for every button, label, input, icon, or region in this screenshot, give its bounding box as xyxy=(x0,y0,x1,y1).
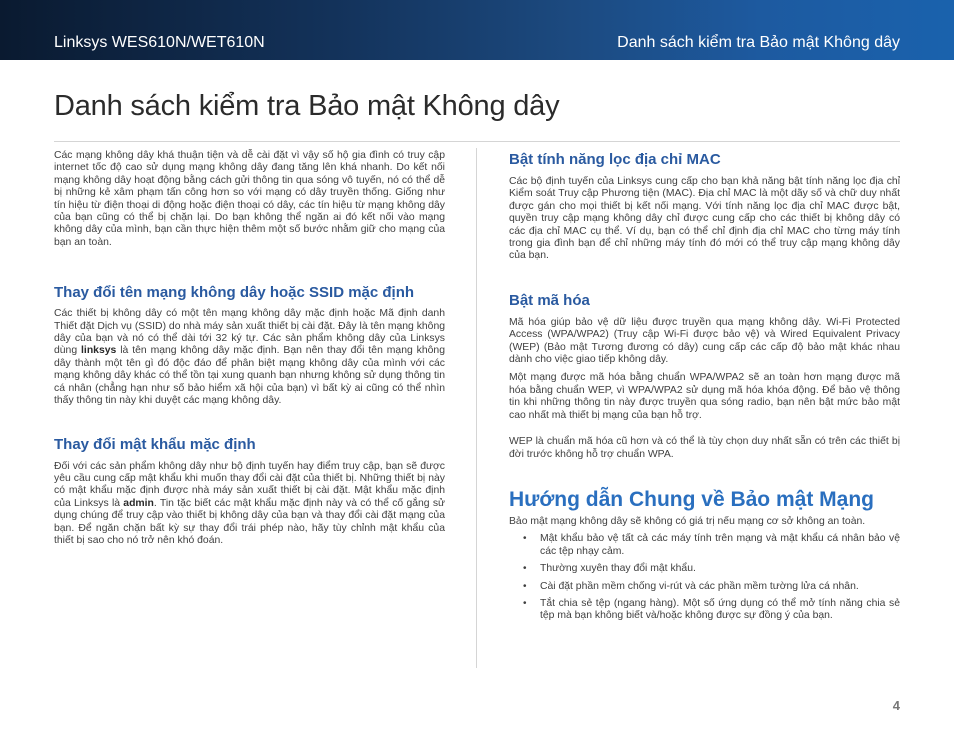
password-heading: Thay đổi mật khẩu mặc định xyxy=(54,435,256,453)
list-item xyxy=(509,581,900,593)
list-item-text: Mật khẩu bảo vệ tất cả các máy tính trên mạng và mật khẩu cá nhân bảo vệ các tệp nhạy cảm. xyxy=(540,533,900,557)
right-column xyxy=(509,150,900,623)
bullet-icon: • xyxy=(523,580,527,592)
ssid-paragraph xyxy=(54,308,445,407)
encryption-heading: Bật mã hóa xyxy=(509,291,590,309)
header-band xyxy=(0,0,954,60)
bullet-icon: • xyxy=(523,533,527,545)
list-item xyxy=(509,533,900,558)
guidelines-heading: Hướng dẫn Chung về Bảo mật Mạng xyxy=(509,487,874,511)
intro-paragraph: Các mạng không dây khá thuận tiện và dễ cài đặt vì vậy số hộ gia đình có truy cập internet tốc độ cao sử dụng mạng không dây đang tăng lên khá nhanh. Do kết nối mạng không dây hoạt động bằng cách gửi thông tin qua sóng vô tuyến, nó có thể dễ bị những kẻ xâm phạm tấn công hơn so với mạng có dây truyền thống. Giống như tín hiệu từ điện thoại di động hoặc điện thoại có dây, các tín hiệu từ mạng không dây của bạn cũng có thể bị chặn lại. Do bạn không thể ngăn ai đó kết nối vào mạng không dây của mình, bạn cần thực hiện thêm một số bước nhằm giữ cho mạng của bạn an toàn. xyxy=(54,150,445,248)
page-number: 4 xyxy=(892,698,900,713)
header-section-name: Danh sách kiểm tra Bảo mật Không dây xyxy=(617,34,900,51)
guidelines-list xyxy=(509,533,900,622)
list-item-text: Thường xuyên thay đổi mật khẩu. xyxy=(540,563,696,575)
mac-paragraph: Các bộ định tuyến của Linksys cung cấp cho bạn khả năng bật tính năng lọc địa chỉ Kiểm soát Truy cập Phương tiện (MAC). Địa chỉ MAC là một dãy số và chữ duy nhất được gán cho mọi thiết bị kết nối mạng. Với tính năng lọc địa chỉ MAC được bật, quyền truy cập mạng không dây chỉ được cung cấp cho các thiết bị không dây có các địa chỉ MAC cụ thể. Ví dụ, bạn có thể chỉ định địa chỉ MAC cho từng máy tính trong gia đình bạn để chỉ những máy tính đó mới có thể truy cập mạng không dây của bạn. xyxy=(509,176,900,262)
header-product-name: Linksys WES610N/WET610N xyxy=(54,34,265,51)
page-title: Danh sách kiểm tra Bảo mật Không dây xyxy=(54,90,560,122)
encryption-paragraph-1: Mã hóa giúp bảo vệ dữ liệu được truyền qua mạng không dây. Wi-Fi Protected Access (WPA/WPA2) (Truy cập Wi-Fi được bảo vệ) và Wired Equivalent Privacy (WEP) (Bảo mật Tương đương có dây) cung cấp các cấp độ bảo mật khác nhau dành cho việc giao tiếp không dây. xyxy=(509,316,900,366)
left-column xyxy=(54,150,445,547)
ssid-text-before: Các thiết bị không dây có một tên mạng không dây mặc định hoặc Mã định danh Thiết đặt Dịch vụ (SSID) do nhà máy sản xuất thiết bị cài đặt. Đây là tên mạng không dây của bạn và nó có thể dài tới 32 ký tự. Các sản phẩm không dây của Linksys dùng xyxy=(54,308,446,357)
column-divider xyxy=(476,148,477,668)
list-item-text: Tắt chia sẻ tệp (ngang hàng). Một số ứng dụng có thể mở tính năng chia sẻ tệp mà bạn không biết và/hoặc không được sự đồng ý của bạn. xyxy=(540,597,900,622)
password-default: admin xyxy=(123,497,154,509)
ssid-text-after: là tên mạng không dây mặc định. Bạn nên thay đổi tên mạng không dây thành một tên gì đó độc đáo để phân biệt mạng không dây của mình với các mạng không dây khác có thể tồn tại xung quanh bạn nhưng không sử dụng thông tin cá nhân (chẳng hạn như số bảo hiểm xã hội của bạn) vì bất kỳ ai cũng có thể nhìn thấy thông tin này khi duyệt các mạng không dây. xyxy=(54,345,445,407)
ssid-default-name: linksys xyxy=(81,345,117,357)
bullet-icon: • xyxy=(523,597,527,609)
password-paragraph xyxy=(54,461,445,548)
encryption-paragraph-3: WEP là chuẩn mã hóa cũ hơn và có thể là tùy chọn duy nhất sẵn có trên các thiết bị đời trước không hỗ trợ chuẩn WPA. xyxy=(509,436,900,460)
password-text-before: Đối với các sản phẩm không dây như bộ định tuyến hay điểm truy cập, bạn sẽ được yêu cầu cung cấp mật khẩu khi muốn thay đổi cài đặt của thiết bị. Những thiết bị này có mật khẩu mặc định được nhà máy sản xuất thiết bị cài đặt. Mật khẩu mặc định của Linksys là xyxy=(54,460,445,509)
encryption-paragraph-2: Một mạng được mã hóa bằng chuẩn WPA/WPA2 sẽ an toàn hơn mạng được mã hóa bằng chuẩn WEP, vì WPA/WPA2 sử dụng mã hóa khóa động. Để bảo vệ thông tin khi những thông tin này được truyền qua sóng radio, bạn nên bật mức bảo mật cao nhất mà thiết bị mạng của bạn hỗ trợ. xyxy=(509,372,900,421)
list-item xyxy=(509,598,900,623)
password-text-after: . Tin tặc biết các mật khẩu mặc định này và có thể cố gắng sử dụng chúng để truy cập vào thiết bị không dây của bạn và thay đổi cài đặt mạng của bạn. Để ngăn chặn bất kỳ sự thay đổi trái phép nào, hãy tùy chỉnh mật khẩu của thiết bị sao cho nó trở nên khó đoán. xyxy=(54,497,445,546)
title-divider xyxy=(54,141,900,142)
list-item-text: Cài đặt phần mềm chống vi-rút và các phần mềm tường lửa cá nhân. xyxy=(540,580,859,592)
ssid-heading: Thay đổi tên mạng không dây hoặc SSID mặc định xyxy=(54,284,415,302)
guidelines-intro: Bảo mật mạng không dây sẽ không có giá trị nếu mạng cơ sở không an toàn. xyxy=(509,515,866,527)
list-item xyxy=(509,563,900,575)
bullet-icon: • xyxy=(523,563,527,575)
mac-heading: Bật tính năng lọc địa chỉ MAC xyxy=(509,151,721,168)
